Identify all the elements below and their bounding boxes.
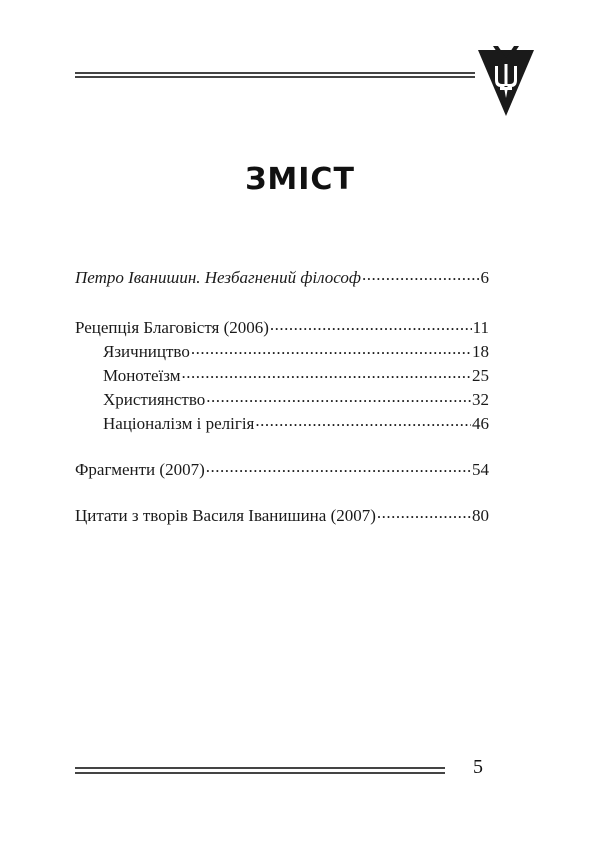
toc-entry-label: Рецепція Благовістя (2006) bbox=[75, 318, 269, 337]
toc-entry bbox=[75, 504, 489, 528]
toc-entry-page: 32 bbox=[472, 390, 489, 409]
toc-entry-page: 6 bbox=[480, 268, 489, 287]
toc-subentry bbox=[75, 412, 489, 436]
toc-dot-leader bbox=[255, 412, 471, 429]
toc-entry-page: 11 bbox=[472, 318, 489, 337]
page-title: ЗМІСТ bbox=[245, 162, 355, 197]
toc-entry-label: Націоналізм і релігія bbox=[103, 414, 255, 433]
toc-entry-label: Християнство bbox=[103, 390, 206, 409]
toc-entry-page: 18 bbox=[472, 342, 489, 361]
toc-entry-label: Фрагменти (2007) bbox=[75, 460, 205, 479]
toc-subentry bbox=[75, 340, 489, 364]
toc-entry-page: 80 bbox=[472, 506, 489, 525]
toc-entry-page: 54 bbox=[472, 460, 489, 479]
toc-dot-leader bbox=[206, 388, 471, 405]
toc-dot-leader bbox=[377, 504, 471, 521]
toc-entry-label: Цитати з творів Василя Іванишина (2007) bbox=[75, 506, 376, 525]
toc-dot-leader bbox=[191, 340, 471, 357]
toc-entry bbox=[75, 458, 489, 482]
toc-entry-label: Монотеїзм bbox=[103, 366, 181, 385]
toc-entry-page: 46 bbox=[472, 414, 489, 433]
toc-dot-leader bbox=[206, 458, 471, 475]
toc-entry bbox=[75, 316, 489, 340]
toc-dot-leader bbox=[362, 266, 480, 283]
top-decorative-rule bbox=[75, 72, 475, 78]
toc-subentry bbox=[75, 388, 489, 412]
toc-dot-leader bbox=[182, 364, 472, 381]
table-of-contents bbox=[75, 266, 489, 528]
page-number: 5 bbox=[473, 756, 483, 778]
trident-emblem-icon bbox=[476, 46, 536, 118]
toc-entry-label: Петро Іванишин. Незбагнений філософ bbox=[75, 268, 361, 287]
toc-entry-label: Язичництво bbox=[103, 342, 190, 361]
toc-subentry bbox=[75, 364, 489, 388]
toc-entry-page: 25 bbox=[472, 366, 489, 385]
bottom-decorative-rule bbox=[75, 767, 445, 769]
toc-dot-leader bbox=[270, 316, 472, 333]
toc-entry bbox=[75, 266, 489, 290]
